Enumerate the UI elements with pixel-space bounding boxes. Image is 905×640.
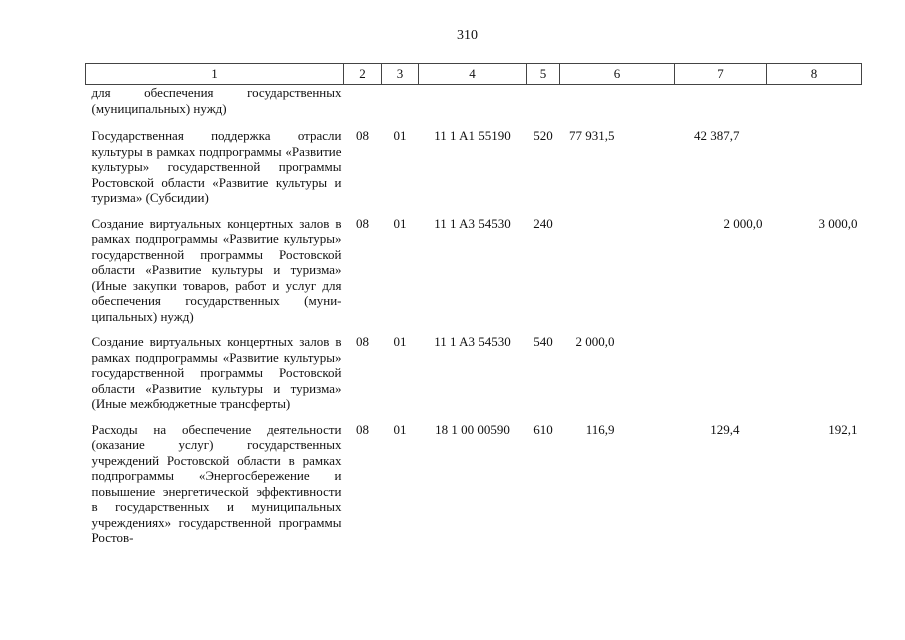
table-row [86, 418, 862, 552]
table-row [86, 330, 862, 418]
row-section: 08 [356, 334, 369, 349]
row-expense-type: 610 [533, 421, 553, 437]
row-value-8 [767, 85, 862, 125]
row-target-article: 11 1 A1 55190 [434, 128, 511, 143]
table-row [86, 212, 862, 331]
row-value-8: 192,1 [828, 421, 858, 437]
row-value-7: 2 000,0 [723, 215, 763, 231]
row-section: 08 [356, 215, 369, 231]
column-header-1: 1 [86, 64, 344, 85]
row-value-7: 129,4 [710, 421, 740, 437]
row-description: Создание виртуальных концертных залов в рамках подпрограммы «Развитие культуры» государственной программы Ростовской области «Развитие культуры и туризма» (Иные закупки товаров, работ и услуг для обеспечения государственных (муниципальных) нужд) [91, 215, 342, 324]
row-description: Государственная поддержка отрасли культуры в рамках подпрограммы «Развитие культуры» государственной программы Ростовской области «Развитие культуры и туризма» (Субсидии) [91, 128, 342, 205]
row-subsection: 01 [393, 128, 407, 143]
row-value-7 [675, 85, 767, 125]
page-number: 310 [457, 28, 478, 43]
row-subsection: 01 [393, 421, 407, 437]
column-header-5: 5 [527, 64, 560, 85]
row-expense-type: 240 [533, 215, 553, 231]
row-value-7: 42 387,7 [694, 128, 740, 143]
row-section: 08 [356, 128, 369, 143]
row-value-7 [675, 330, 767, 418]
header-row [86, 64, 862, 85]
table-row [86, 85, 862, 125]
row-target-article [419, 85, 527, 125]
row-value-6 [560, 212, 675, 331]
column-header-2: 2 [344, 64, 382, 85]
row-subsection: 01 [393, 334, 407, 349]
row-target-article: 11 1 A3 54530 [434, 334, 511, 349]
row-expense-type [527, 85, 560, 125]
budget-table [85, 63, 862, 552]
row-value-6: 116,9 [585, 421, 615, 437]
row-value-6: 77 931,5 [569, 128, 615, 143]
row-description: для обеспечения государственных (муниципальных) нужд) [91, 85, 342, 116]
column-header-8: 8 [767, 64, 862, 85]
table-row [86, 124, 862, 212]
row-subsection: 01 [393, 215, 407, 231]
row-value-6 [560, 85, 675, 125]
row-description: Создание виртуальных концертных залов в рамках подпрограммы «Развитие культуры» государственной программы Ростовской области «Развитие культуры и туризма» (Иные межбюджетные трансферты) [91, 334, 342, 411]
row-section [344, 85, 382, 125]
row-expense-type: 540 [533, 334, 553, 349]
row-subsection [382, 85, 419, 125]
row-value-8 [767, 330, 862, 418]
column-header-4: 4 [419, 64, 527, 85]
row-section: 08 [356, 421, 369, 437]
row-value-8: 3 000,0 [818, 215, 858, 231]
row-value-6: 2 000,0 [575, 334, 615, 349]
row-description: Расходы на обеспечение деятельности (оказание услуг) государственных учреждений Ростовской области в рамках подпрограммы «Энергосбережение и повышение энергетической эффективности в государственных и муниципальных учреждениях» государственной программы Ростов- [91, 421, 342, 545]
row-target-article: 18 1 00 00590 [435, 421, 510, 437]
column-header-6: 6 [560, 64, 675, 85]
column-header-3: 3 [382, 64, 419, 85]
row-target-article: 11 1 A3 54530 [434, 215, 511, 231]
row-value-8 [767, 124, 862, 212]
row-expense-type: 520 [533, 128, 553, 143]
column-header-7: 7 [675, 64, 767, 85]
